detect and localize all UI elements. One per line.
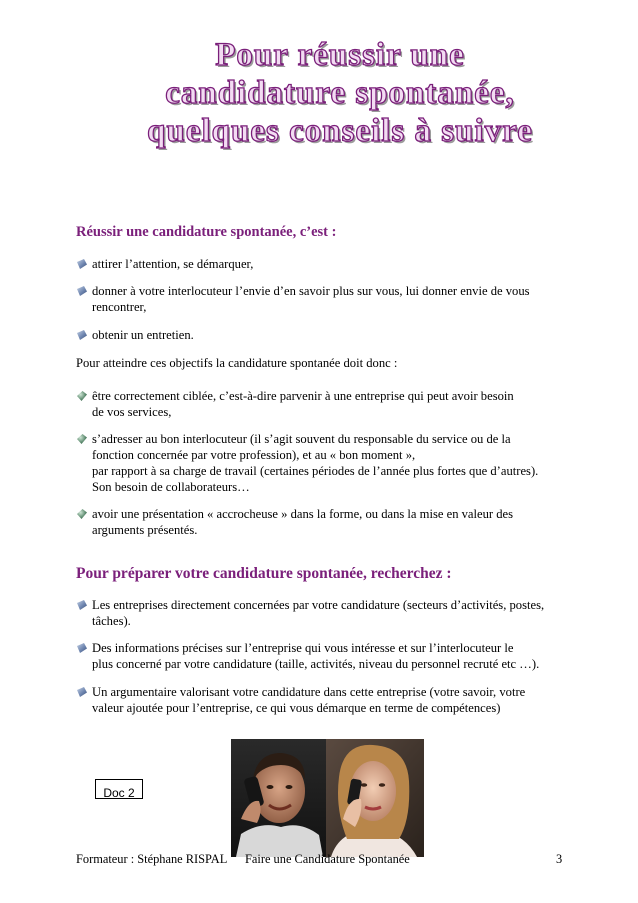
phone-call-photo bbox=[231, 739, 424, 857]
item-text: s’adresser au bon interlocuteur (il s’agit souvent du responsable du service ou de la bbox=[92, 432, 511, 446]
phone-call-photo-illustration bbox=[231, 739, 424, 857]
item-text: attirer l’attention, se démarquer, bbox=[92, 257, 254, 271]
item-text: Les entreprises directement concernées par votre candidature (secteurs d’activités, postes, bbox=[92, 598, 545, 612]
item-text: Son besoin de collaborateurs… bbox=[92, 480, 250, 494]
item-text: obtenir un entretien. bbox=[92, 328, 194, 342]
section3-heading: Pour préparer votre candidature spontanée, recherchez : bbox=[76, 565, 452, 582]
page-title bbox=[60, 36, 620, 150]
item-text: par rapport à sa charge de travail (certaines périodes de l’année plus fortes que d’autres). bbox=[92, 464, 539, 478]
item-text: avoir une présentation « accrocheuse » dans la forme, ou dans la mise en valeur des bbox=[92, 507, 514, 521]
square-bullet-icon bbox=[77, 330, 87, 340]
item-text: de vos services, bbox=[92, 405, 172, 419]
square-bullet-icon bbox=[77, 286, 87, 296]
section2-intro: Pour atteindre ces objectifs la candidature spontanée doit donc : bbox=[76, 356, 398, 370]
title-line-2: candidature spontanée, bbox=[165, 75, 515, 111]
item-text: Des informations précises sur l’entreprise qui vous intéresse et sur l’interlocuteur le bbox=[92, 641, 514, 655]
square-bullet-icon bbox=[77, 643, 87, 653]
item-text: tâches). bbox=[92, 614, 131, 628]
section1-heading: Réussir une candidature spontanée, c’est : bbox=[76, 224, 337, 240]
item-text: être correctement ciblée, c’est-à-dire parvenir à une entreprise qui peut avoir besoin bbox=[92, 389, 514, 403]
item-text: Un argumentaire valorisant votre candidature dans cette entreprise (votre savoir, votre bbox=[92, 685, 526, 699]
diamond-bullet-icon bbox=[77, 391, 87, 401]
doc-label-box bbox=[95, 779, 143, 799]
title-line-3: quelques conseils à suivre bbox=[147, 113, 533, 149]
footer-page-number: 3 bbox=[556, 852, 563, 866]
diamond-bullet-icon bbox=[77, 509, 87, 519]
item-text: arguments présentés. bbox=[92, 523, 198, 537]
item-text: plus concerné par votre candidature (taille, activités, niveau du personnel recruté etc …). bbox=[92, 657, 540, 671]
square-bullet-icon bbox=[77, 259, 87, 269]
footer-doc-title: Faire une Candidature Spontanée bbox=[245, 852, 410, 866]
item-text: fonction concernée par votre profession), et au « bon moment », bbox=[92, 448, 416, 462]
square-bullet-icon bbox=[77, 600, 87, 610]
item-text: donner à votre interlocuteur l’envie d’en savoir plus sur vous, lui donner envie de vous bbox=[92, 284, 530, 298]
item-text: rencontrer, bbox=[92, 300, 147, 314]
footer-author: Formateur : Stéphane RISPAL bbox=[76, 852, 228, 866]
title-line-1: Pour réussir une bbox=[215, 37, 465, 73]
item-text: valeur ajoutée pour l’entreprise, ce qui vous démarque en terme de compétences) bbox=[92, 701, 501, 715]
square-bullet-icon bbox=[77, 687, 87, 697]
diamond-bullet-icon bbox=[77, 434, 87, 444]
doc-label: Doc 2 bbox=[103, 786, 135, 799]
